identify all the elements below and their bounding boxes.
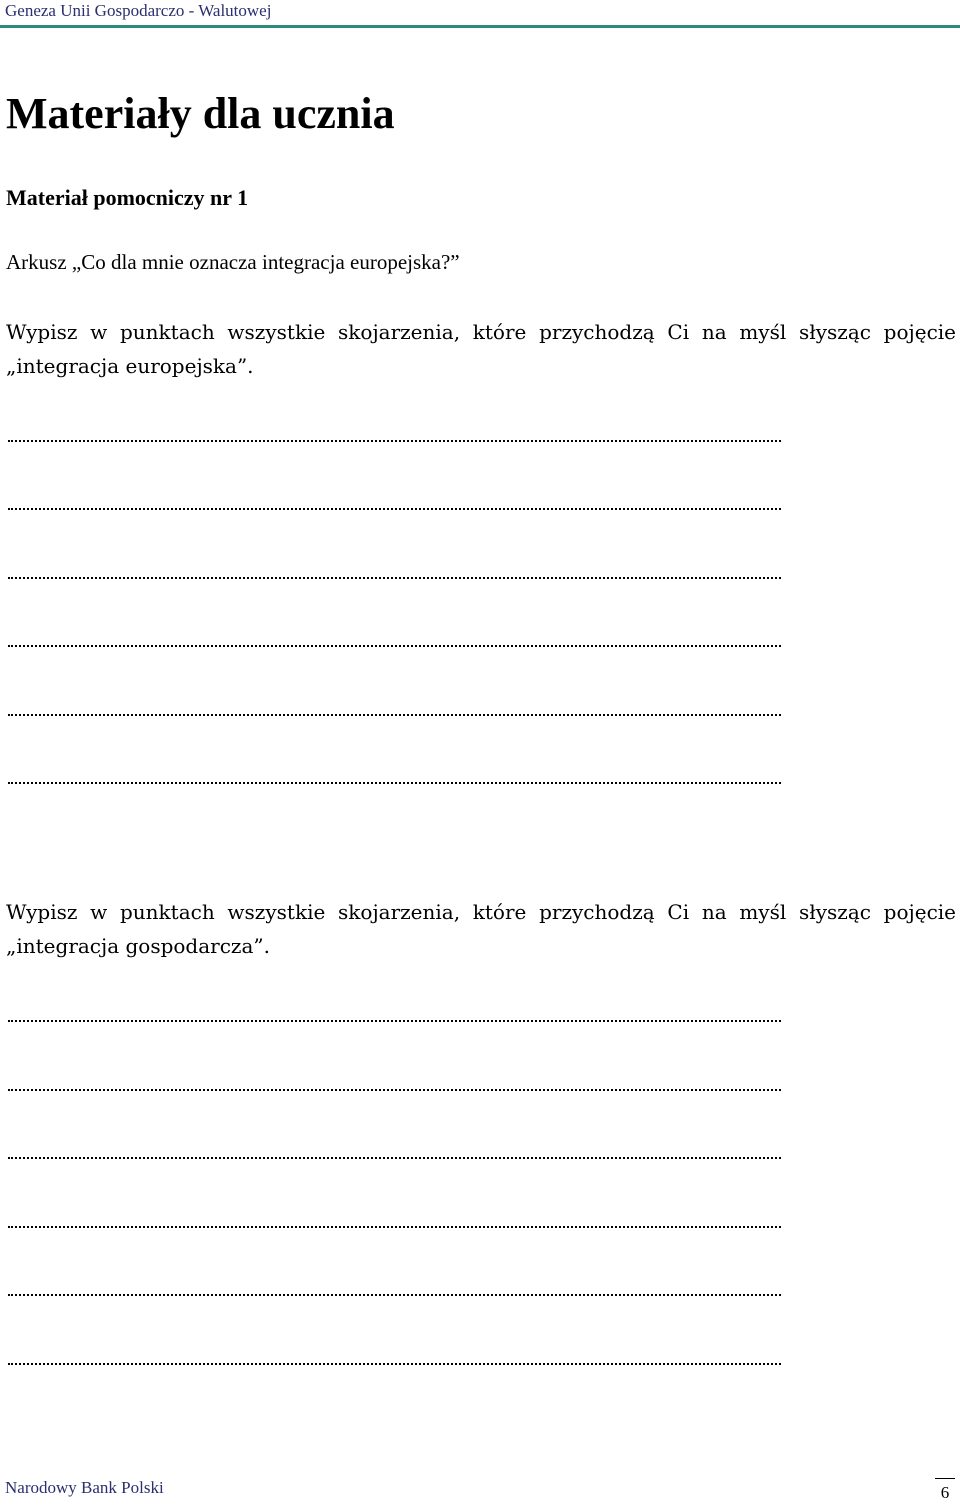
answer-line-2-4[interactable]: [8, 1226, 781, 1228]
running-header-title: Geneza Unii Gospodarczo - Walutowej: [5, 1, 272, 20]
footer-page-number: 6: [935, 1478, 955, 1503]
task-2-line-2: „integracja gospodarcza”.: [6, 934, 270, 958]
answer-line-2-3[interactable]: [8, 1157, 781, 1159]
worksheet-title: Arkusz „Co dla mnie oznacza integracja europejska?”: [6, 250, 460, 274]
answer-line-1-6[interactable]: [8, 782, 781, 784]
running-header: [0, 0, 960, 28]
answer-line-1-2[interactable]: [8, 508, 781, 510]
task-instruction-1: [6, 315, 956, 383]
answer-line-2-5[interactable]: [8, 1294, 781, 1296]
answer-line-2-2[interactable]: [8, 1089, 781, 1091]
answer-line-2-6[interactable]: [8, 1363, 781, 1365]
page-title: Materiały dla ucznia: [6, 89, 395, 138]
task-2-line-1: Wypisz w punktach wszystkie skojarzenia, które przychodzą Ci na myśl słysząc pojęcie: [6, 900, 956, 924]
answer-line-1-3[interactable]: [8, 577, 781, 579]
task-instruction-2: [6, 895, 956, 963]
footer-publisher: Narodowy Bank Polski: [5, 1478, 164, 1497]
answer-line-1-1[interactable]: [8, 440, 781, 442]
task-1-line-1: Wypisz w punktach wszystkie skojarzenia, które przychodzą Ci na myśl słysząc pojęcie: [6, 320, 956, 344]
material-subtitle: Materiał pomocniczy nr 1: [6, 185, 249, 210]
answer-line-1-5[interactable]: [8, 714, 781, 716]
answer-line-1-4[interactable]: [8, 645, 781, 647]
task-1-line-2: „integracja europejska”.: [6, 354, 254, 378]
answer-line-2-1[interactable]: [8, 1020, 781, 1022]
